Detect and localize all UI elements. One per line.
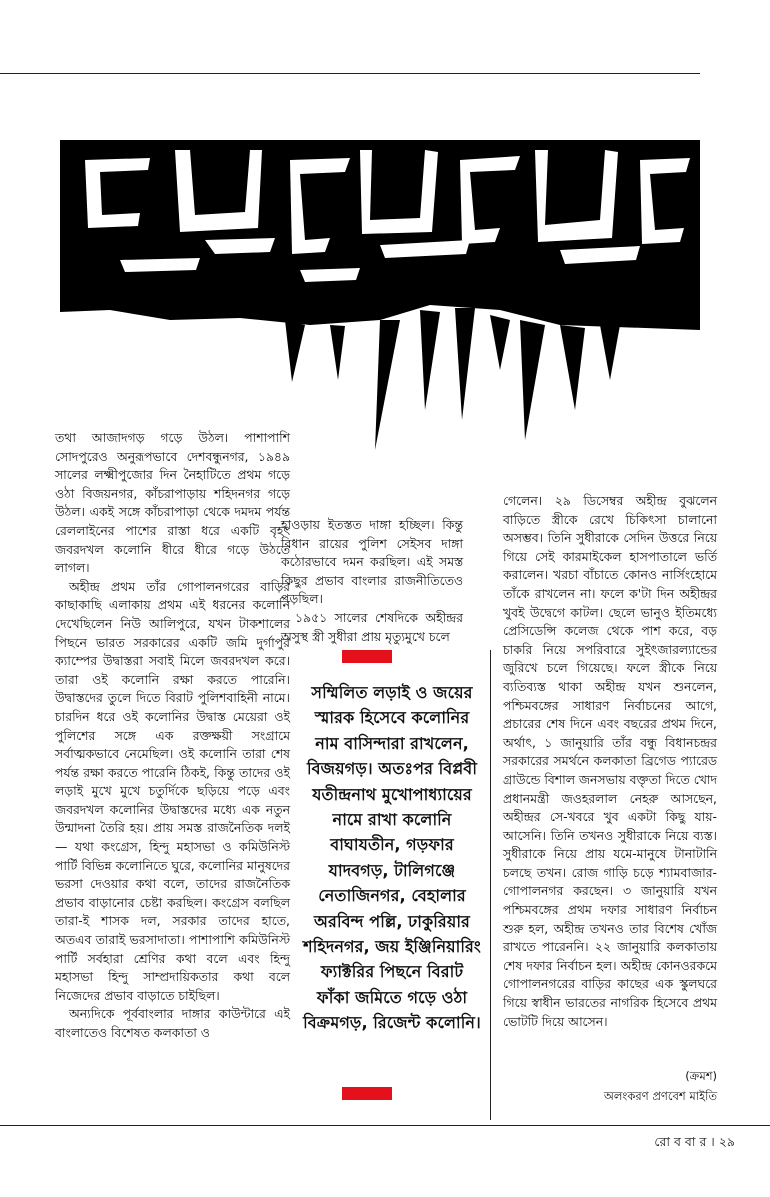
top-rule bbox=[0, 73, 700, 74]
body-column-1 bbox=[55, 429, 290, 1043]
paragraph: অন্যদিকে পূর্ববাংলার দাঙ্গার কাউন্টারে এই বাংলাতেও বিশেষত কলকাতা ও bbox=[55, 1006, 290, 1040]
pull-quote-bottom-bar bbox=[342, 1087, 392, 1100]
bottom-rule bbox=[0, 1125, 770, 1126]
body-column-3 bbox=[503, 492, 717, 1031]
paragraph: তথা আজাদগড় গড়ে উঠল। পাশাপাশি সোদপুরেও অনুরূপভাবে দেশবন্ধুনগর, ১৯৪৯ সালের লক্ষ্মীপুজোর দিন নৈহাটিতে প্রথম গড়ে ওঠা বিজয়নগর, কাঁচরাপাড়ায় শহিদনগর গড়ে উঠল। একই সঙ্গে কাঁচরাপাড়া থেকে দমদম পর্যন্ত রেললাইনের পাশের রাস্তা ধরে একটি বৃহৎ জবরদখল কলোনি ধীরে ধীরে গড়ে উঠতে লাগল। bbox=[55, 430, 290, 576]
illustration-art bbox=[0, 120, 770, 450]
paragraph: হাওড়ায় ইতস্তত দাঙ্গা হচ্ছিল। কিন্তু বিধান রায়ের পুলিশ সেইসব দাঙ্গা কঠোরভাবে দমন করছিল। এই সমস্ত কিছুর প্রভাব বাংলার রাজনীতিতেও পড়ছিল। bbox=[281, 517, 463, 607]
paragraph: ১৯৫১ সালের শেষদিকে অহীন্দ্রর অসুস্থ স্ত্রী সুধীরা প্রায় মৃত্যুমুখে চলে bbox=[281, 609, 463, 644]
paragraph: গেলেন। ২৯ ডিসেম্বর অহীন্দ্র বুঝলেন বাড়িতে স্ত্রীকে রেখে চিকিৎসা চালানো অসম্ভব। তিনি সুধীরাকে সেদিন উত্তরে নিয়ে গিয়ে সেই কারমাইকেল হাসপাতালে ভর্তি করালেন। খরচা বাঁচাতে কোনও নার্সিংহোমে তাঁকে রাখলেন না। ফলে ক'টা দিন অহীন্দ্রর খুবই উদ্বেগে কাটল। ছেলে ভানুও ইতিমধ্যে প্রেসিডেন্সি কলেজ থেকে পাশ করে, বড় চাকরি নিয়ে সপরিবারে সুইৎজারল্যান্ডের জুরিখে চলে গিয়েছে। ফলে স্ত্রীকে নিয়ে ব্যতিব্যস্ত থাকা অহীন্দ্র যখন শুনলেন, পশ্চিমবঙ্গের সাধারণ নির্বাচনের আগে, প্রচারের শেষ দিনে এবং বছরের প্রথম দিনে, অর্থাৎ, ১ জানুয়ারি তাঁর বন্ধু বিধানচন্দ্রর সরকারের সমর্থনে কলকাতা ব্রিগেড প্যারেড গ্রাউন্ডে বিশাল জনসভায় বক্তৃতা দিতে খোদ প্রধানমন্ত্রী জওহরলাল নেহরু আসছেন, অহীন্দ্রর সে-খবরে খুব একটা কিছু যায়-আসেনি। তিনি তখনও সুধীরাকে নিয়ে ব্যস্ত। সুধীরাকে নিয়ে প্রায় যমে-মানুষে টানাটানি চলছে তখন। রোজ গাড়ি চড়ে শ্যামবাজার-গোপালনগর করছেন। ৩ জানুয়ারি যখন পশ্চিমবঙ্গের প্রথম দফার সাধারণ নির্বাচন শুরু হল, অহীন্দ্র তখনও তার বিশেষ খোঁজ রাখতে পারেননি। ২২ জানুয়ারি কলকাতায় শেষ দফার নির্বাচন হল। অহীন্দ্র কোনওরকমে গোপালনগরের বাড়ির কাছের এক স্কুলঘরে গিয়ে স্বাধীন ভারতের নাগরিক হিসেবে প্রথম ভোটটি দিয়ে আসেন। bbox=[503, 493, 717, 1029]
paragraph: অহীন্দ্র প্রথম তাঁর গোপালনগরের বাড়ির কাছাকাছি এলাকায় প্রথম এই ধরনের কলোনি দেখেছিলেন নিউ আলিপুরে, যখন টাকশালের পিছনে ভারত সরকারের একটি জমি দুর্গাপুর ক্যাম্পের উদ্বাস্তরা সবাই মিলে জবরদখল করে। তারা ওই কলোনি রক্ষা করতে পারেনি। উদ্বাস্তদের তুলে দিতে বিরাট পুলিশবাহিনী নামে। চারদিন ধরে ওই কলোনির উদ্বাস্ত মেয়েরা ওই পুলিশের সঙ্গে এক রক্তক্ষয়ী সংগ্রামে সর্বাত্মকভাবে নেমেছিল। ওই কলোনি তারা শেষ পর্যন্ত রক্ষা করতে পারেনি ঠিকই, কিন্তু তাদের ওই লড়াই মুখে মুখে চতুর্দিকে ছড়িয়ে পড়ে এবং জবরদখল কলোনির উদ্বাস্তদের মধ্যে এক নতুন উন্মাদনা তৈরি হয়। প্রায় সমস্ত রাজনৈতিক দলই— যথা কংগ্রেস, হিন্দু মহাসভা ও কমিউনিস্ট পার্টি বিভিন্ন কলোনিতে ঘুরে, কলোনির মানুষদের ভরসা দেওয়ার কথা বলে, তাদের রাজনৈতিক প্রভাব বাড়ানোর চেষ্টা করছিল। কংগ্রেস বলছিল তারা-ই শাসক দল, সরকার তাদের হাতে, অতএব তারাই ভরসাদাতা। পাশাপাশি কমিউনিস্ট পার্টি সর্বহারা শ্রেণির কথা বলে এবং হিন্দু মহাসভা হিন্দু সাম্প্রদায়িকতার কথা বলে নিজেদের প্রভাব বাড়াতে চাইছিল। bbox=[55, 578, 290, 1003]
body-column-2 bbox=[281, 516, 463, 646]
pull-quote: সম্মিলিত লড়াই ও জয়ের স্মারক হিসেবে কলোনির নাম বাসিন্দারা রাখলেন, বিজয়গড়। অতঃপর বিপ্লবী যতীন্দ্রনাথ মুখোপাধ্যায়ের নামে রাখা কলোনি বাঘাযতীন, গড়ফার যাদবগড়, টালিগঞ্জে নেতাজিনগর, বেহালার অরবিন্দ পল্লি, ঢাকুরিয়ার শহিদনগর, জয় ইঞ্জিনিয়ারিং ফ্যাক্টরির পিছনে বিরাট ফাঁকা জমিতে গড়ে ওঠা বিক্রমগড়, রিজেন্ট কলোনি। bbox=[303, 683, 481, 1033]
credits bbox=[503, 1066, 717, 1106]
page-folio: রো ব বা র । ২৯ bbox=[654, 1134, 735, 1149]
illustration-credit: অলংকরণ প্রণবেশ মাইতি bbox=[603, 1089, 717, 1103]
continued-label: (ক্রমশ) bbox=[685, 1069, 717, 1083]
column-divider bbox=[490, 650, 491, 1120]
pull-quote-top-bar bbox=[342, 650, 392, 663]
